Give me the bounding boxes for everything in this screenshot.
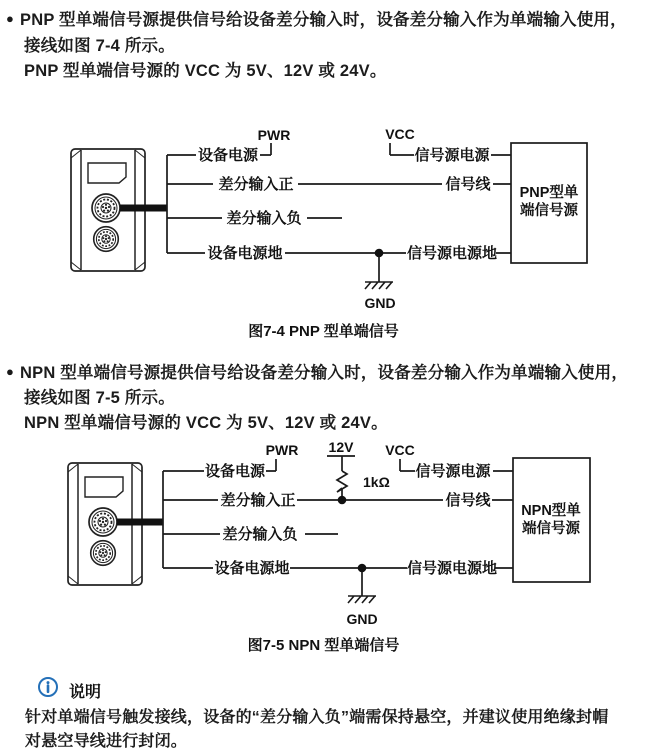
pnp-device-power-gnd-label: 设备电源地 <box>207 245 283 262</box>
npn-box-text-line2: 端信号源 <box>522 521 580 537</box>
npn-signal-wire-label: 信号线 <box>445 492 491 509</box>
pnp-source-power-gnd-label: 信号源电源地 <box>406 245 498 262</box>
npn-source-box <box>513 458 590 582</box>
note-body-line1: 针对单端信号触发接线，设备的“差分输入负”端需保持悬空，并建议使用绝缘封帽 <box>25 709 609 726</box>
npn-intro-line3: NPN 型单端信号源的 VCC 为 5V、12V 或 24V。 <box>24 414 388 432</box>
npn-wiring-diagram <box>0 440 647 636</box>
npn-ground-junction-dot <box>358 564 367 573</box>
npn-resistor-value-label: 1kΩ <box>363 474 390 490</box>
npn-12v-label: 12V <box>328 440 354 455</box>
npn-pwr-label: PWR <box>265 442 299 458</box>
note-body-line2: 对悬空导线进行封闭。 <box>25 733 188 750</box>
pnp-intro-line1: PNP 型单端信号源提供信号给设备差分输入时，设备差分输入作为单端输入使用， <box>20 11 627 29</box>
pnp-diff-input-neg-label: 差分输入负 <box>226 210 302 227</box>
npn-device-power-label: 设备电源 <box>204 463 266 480</box>
pnp-figure-caption: 图7-4 PNP 型单端信号 <box>248 323 399 340</box>
pnp-signal-wire-label: 信号线 <box>445 176 491 193</box>
pnp-device-power-label: 设备电源 <box>197 147 259 164</box>
npn-resistor <box>337 471 347 492</box>
npn-box-text-line1: NPN型单 <box>521 503 581 519</box>
pnp-pwr-label: PWR <box>257 127 291 143</box>
npn-resistor-junction-dot <box>338 496 347 505</box>
pnp-earth-ground-icon <box>365 282 393 289</box>
pnp-diff-input-pos-label: 差分输入正 <box>218 176 294 193</box>
npn-intro-line2: 接线如图 7-5 所示。 <box>24 389 175 407</box>
pnp-intro-line2: 接线如图 7-4 所示。 <box>24 37 175 55</box>
pnp-box-text-line1: PNP型单 <box>519 185 579 201</box>
npn-source-power-gnd-label: 信号源电源地 <box>406 560 498 577</box>
npn-device-power-gnd-label: 设备电源地 <box>214 560 290 577</box>
npn-figure-caption: 图7-5 NPN 型单端信号 <box>247 637 400 654</box>
pnp-box-text-line2: 端信号源 <box>520 203 578 219</box>
npn-diff-input-pos-label: 差分输入正 <box>220 492 296 509</box>
npn-intro-line1: NPN 型单端信号源提供信号给设备差分输入时，设备差分输入作为单端输入使用， <box>20 364 629 382</box>
npn-gnd-label: GND <box>346 611 378 627</box>
pnp-ground-junction-dot <box>375 249 384 258</box>
npn-source-power-label: 信号源电源 <box>415 463 491 480</box>
npn-vcc-label: VCC <box>385 442 415 458</box>
pnp-source-power-label: 信号源电源 <box>414 147 490 164</box>
info-icon <box>37 676 59 698</box>
npn-earth-ground-icon <box>348 596 376 603</box>
npn-bullet: ● <box>6 364 14 379</box>
pnp-wiring-diagram <box>0 115 647 320</box>
npn-diff-input-neg-label: 差分输入负 <box>222 526 298 543</box>
pnp-intro-line3: PNP 型单端信号源的 VCC 为 5V、12V 或 24V。 <box>24 62 387 80</box>
pnp-bullet: ● <box>6 11 14 26</box>
pnp-gnd-label: GND <box>364 295 396 311</box>
pnp-vcc-label: VCC <box>385 126 415 142</box>
note-title: 说明 <box>69 684 102 701</box>
